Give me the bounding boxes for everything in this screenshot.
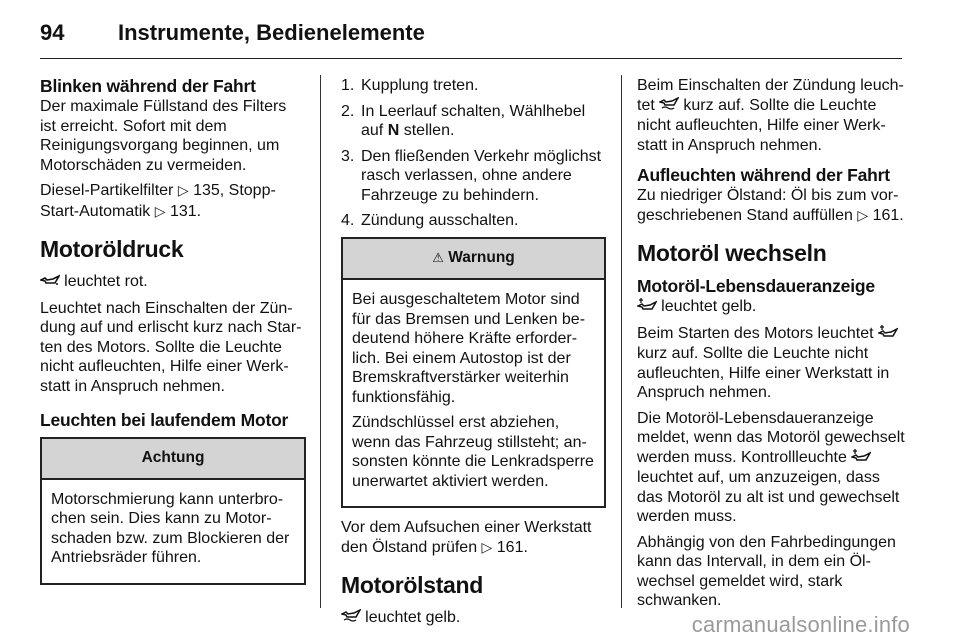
- heading-lit-while-running: Leuchten bei laufendem Motor: [40, 410, 289, 430]
- page-ref-link[interactable]: 161: [872, 206, 900, 224]
- list-item: 2. In Leerlauf schalten, Wählhebel auf N stellen.: [341, 102, 586, 139]
- heading-lit-while-driving: Aufleuchten während der Fahrt: [637, 165, 890, 185]
- oil-level-icon: [659, 99, 683, 114]
- warning-text: Zündschlüssel erst abziehen, wenn das Fahrzeug stillsteht; ansonsten könnte die Lenkradsperre unerwartet aktiviert werden.: [352, 414, 594, 490]
- list-item: 4. Zündung ausschalten.: [341, 212, 519, 229]
- triangle-right-icon: ▷: [481, 539, 493, 556]
- warning-title: ⚠ Warnung: [343, 239, 604, 281]
- oil-life-status: leuchtet gelb.: [637, 297, 905, 318]
- warning-text: Bei ausgeschaltetem Motor sind für das Bremsen und Lenken bedeutend höhere Kräfte erforderlich. Bei einem Autostop ist der Bremskraftverstärker weiterhin funktionsfähig.: [352, 291, 586, 406]
- watermark: carmanualsonline.info: [691, 612, 910, 637]
- heading-oil-pressure: Motoröldruck: [40, 236, 184, 262]
- interval-text: Abhängig von den Fahrbedingungen kann das Intervall, in dem ein Ölwechsel gemeldet wird, stark schwanken.: [637, 533, 896, 609]
- heading-oil-life-indicator: Motoröl-Lebensdaueranzeige: [637, 276, 875, 296]
- oil-can-icon: [40, 275, 64, 290]
- page-number: 94: [40, 20, 65, 45]
- caution-box: [40, 437, 306, 585]
- page-ref-link[interactable]: 131: [169, 202, 197, 220]
- low-oil-text: Zu niedriger Ölstand: Öl bis zum vorgeschriebenen Stand auffüllen ▷ 161.: [637, 187, 904, 224]
- oil-life-icon: [851, 451, 871, 466]
- caution-title: Achtung: [42, 439, 304, 480]
- column-3: [637, 76, 905, 617]
- warning-box: [341, 237, 606, 509]
- page-title: Instrumente, Bedienelemente: [118, 20, 425, 45]
- cross-reference-paragraph: Diesel-Partikelfilter ▷ 135, Stopp-Start-Automatik ▷ 131.: [40, 182, 276, 220]
- triangle-right-icon: ▷: [177, 183, 189, 199]
- heading-oil-change: Motoröl wechseln: [637, 240, 827, 266]
- oil-level-icon: [341, 611, 365, 626]
- heading-oil-level: Motorölstand: [341, 572, 484, 598]
- list-item: 1. Kupplung treten.: [341, 77, 479, 94]
- heading-blinking-while-driving: Blinken während der Fahrt: [40, 76, 256, 96]
- filter-full-text: Der maximale Füllstand des Filters ist erreicht. Sofort mit dem Reinigungsvorgang beginnen, um Motorschäden zu vermeiden.: [40, 98, 287, 174]
- engine-start-text: Beim Starten des Motors leuchtet kurz auf. Sollte die Leuchte nicht aufleuchten, Hilfe einer Werkstatt in Anspruch nehmen.: [637, 324, 905, 403]
- oil-life-indicator-text: Die Motoröl-Lebensdaueranzeige meldet, wenn das Motoröl gewechselt werden muss. Kontrollleuchte leuchtet auf, um anzuzeigen, dass das Motoröl zu alt ist und gewechselt werden muss.: [637, 409, 905, 525]
- page-ref-link[interactable]: 135: [193, 182, 220, 199]
- warning-triangle-icon: ⚠: [432, 250, 444, 266]
- column-divider: [621, 75, 622, 608]
- oil-life-icon: [637, 300, 661, 315]
- column-1: [40, 76, 306, 595]
- column-2: [341, 76, 606, 635]
- list-item: 3. Den fließenden Verkehr möglichst rasch verlassen, ohne andere Fahrzeuge zu behindern.: [341, 147, 602, 204]
- oil-pressure-description: Leuchtet nach Einschalten der Zündung auf und erlischt kurz nach Starten des Motors. Sollte die Leuchte nicht aufleuchten, Hilfe einer Werkstatt in Anspruch nehmen.: [40, 299, 302, 395]
- oil-pressure-status: leuchtet rot.: [40, 272, 306, 293]
- column-divider: [320, 75, 321, 608]
- page-ref-link[interactable]: 161: [496, 538, 524, 556]
- page-header: [40, 10, 902, 54]
- oil-level-status: leuchtet gelb.: [341, 608, 606, 629]
- oil-life-icon: [878, 327, 898, 342]
- caution-text: Motorschmierung kann unterbrochen sein. Dies kann zu Motorschaden bzw. zum Blockieren der Antriebsräder führen.: [51, 490, 290, 566]
- header-divider: [40, 58, 902, 59]
- triangle-right-icon: ▷: [857, 207, 869, 224]
- check-oil-text: Vor dem Aufsuchen einer Werkstatt den Ölstand prüfen ▷ 161.: [341, 519, 592, 556]
- triangle-right-icon: ▷: [154, 203, 166, 220]
- ignition-text: Beim Einschalten der Zündung leuchtet kurz auf. Sollte die Leuchte nicht aufleuchten, Hilfe einer Werkstatt in Anspruch nehmen.: [637, 77, 904, 154]
- steps-list: [341, 76, 606, 231]
